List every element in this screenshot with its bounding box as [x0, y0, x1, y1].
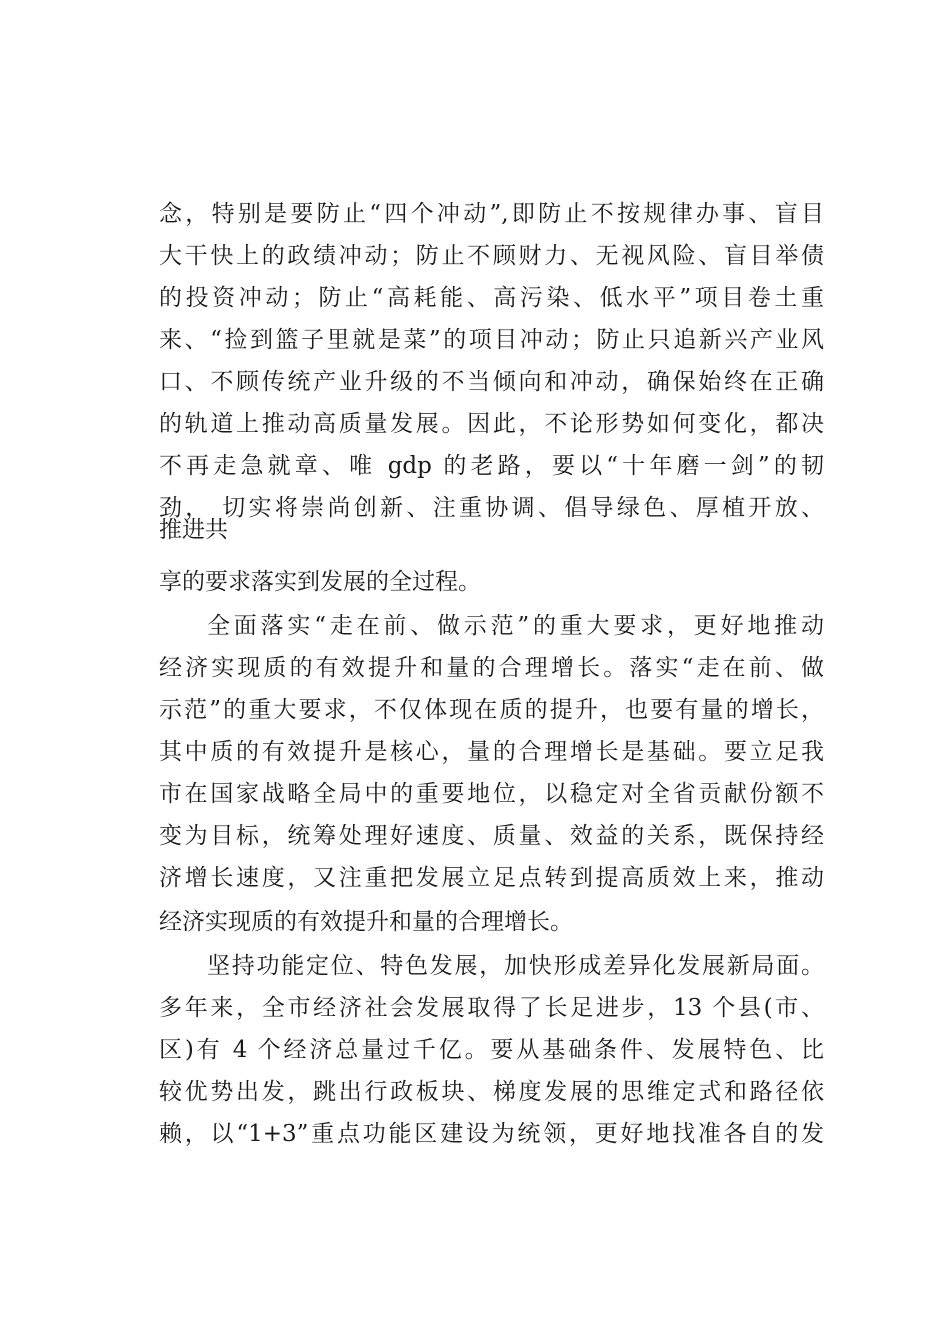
paragraph-2-line-6: 变为目标，统筹处理好速度、质量、效益的关系，既保持经	[159, 823, 824, 849]
paragraph-1-line-7: 不再走急就章、唯 gdp 的老路，要以“十年磨一剑”的韧	[159, 453, 824, 479]
paragraph-1-line-2: 大干快上的政绩冲动；防止不顾财力、无视风险、盲目举债	[159, 243, 824, 269]
paragraph-1-line-9: 推进共	[159, 517, 228, 543]
paragraph-1-line-6: 的轨道上推动高质量发展。因此，不论形势如何变化，都决	[159, 411, 824, 437]
paragraph-2-line-5: 市在国家战略全局中的重要地位，以稳定对全省贡献份额不	[159, 781, 824, 807]
paragraph-3-line-3: 区)有 4 个经济总量过千亿。要从基础条件、发展特色、比	[159, 1037, 824, 1063]
paragraph-1-line-1: 念，特别是要防止“四个冲动”,即防止不按规律办事、盲目	[159, 201, 824, 227]
paragraph-2-line-3: 示范”的重大要求，不仅体现在质的提升，也要有量的增长，	[159, 697, 824, 723]
paragraph-2-line-1: 全面落实“走在前、做示范”的重大要求，更好地推动	[207, 613, 824, 639]
paragraph-1-line-4: 来、“捡到篮子里就是菜”的项目冲动；防止只追新兴产业风	[159, 327, 824, 353]
paragraph-3-line-4: 较优势出发，跳出行政板块、梯度发展的思维定式和路径依	[159, 1079, 824, 1105]
paragraph-2-line-4: 其中质的有效提升是核心，量的合理增长是基础。要立足我	[159, 739, 824, 765]
paragraph-1-line-3: 的投资冲动；防止“高耗能、高污染、低水平”项目卷土重	[159, 285, 824, 311]
paragraph-1-line-8: 劲， 切实将崇尚创新、注重协调、倡导绿色、厚植开放、	[159, 495, 824, 521]
paragraph-1-line-5: 口、不顾传统产业升级的不当倾向和冲动，确保始终在正确	[159, 369, 824, 395]
paragraph-3-line-5: 赖，以“1+3”重点功能区建设为统领，更好地找准各自的发	[159, 1121, 824, 1147]
paragraph-2-line-8: 经济实现质的有效提升和量的合理增长。	[159, 909, 573, 935]
paragraph-3-line-2: 多年来，全市经济社会发展取得了长足进步，13 个县(市、	[159, 995, 824, 1021]
paragraph-3-line-1: 坚持功能定位、特色发展，加快形成差异化发展新局面。	[207, 953, 824, 979]
paragraph-2-line-2: 经济实现质的有效提升和量的合理增长。落实“走在前、做	[159, 655, 824, 681]
paragraph-2-line-7: 济增长速度，又注重把发展立足点转到提高质效上来，推动	[159, 865, 824, 891]
paragraph-1-line-10: 享的要求落实到发展的全过程。	[159, 569, 481, 595]
